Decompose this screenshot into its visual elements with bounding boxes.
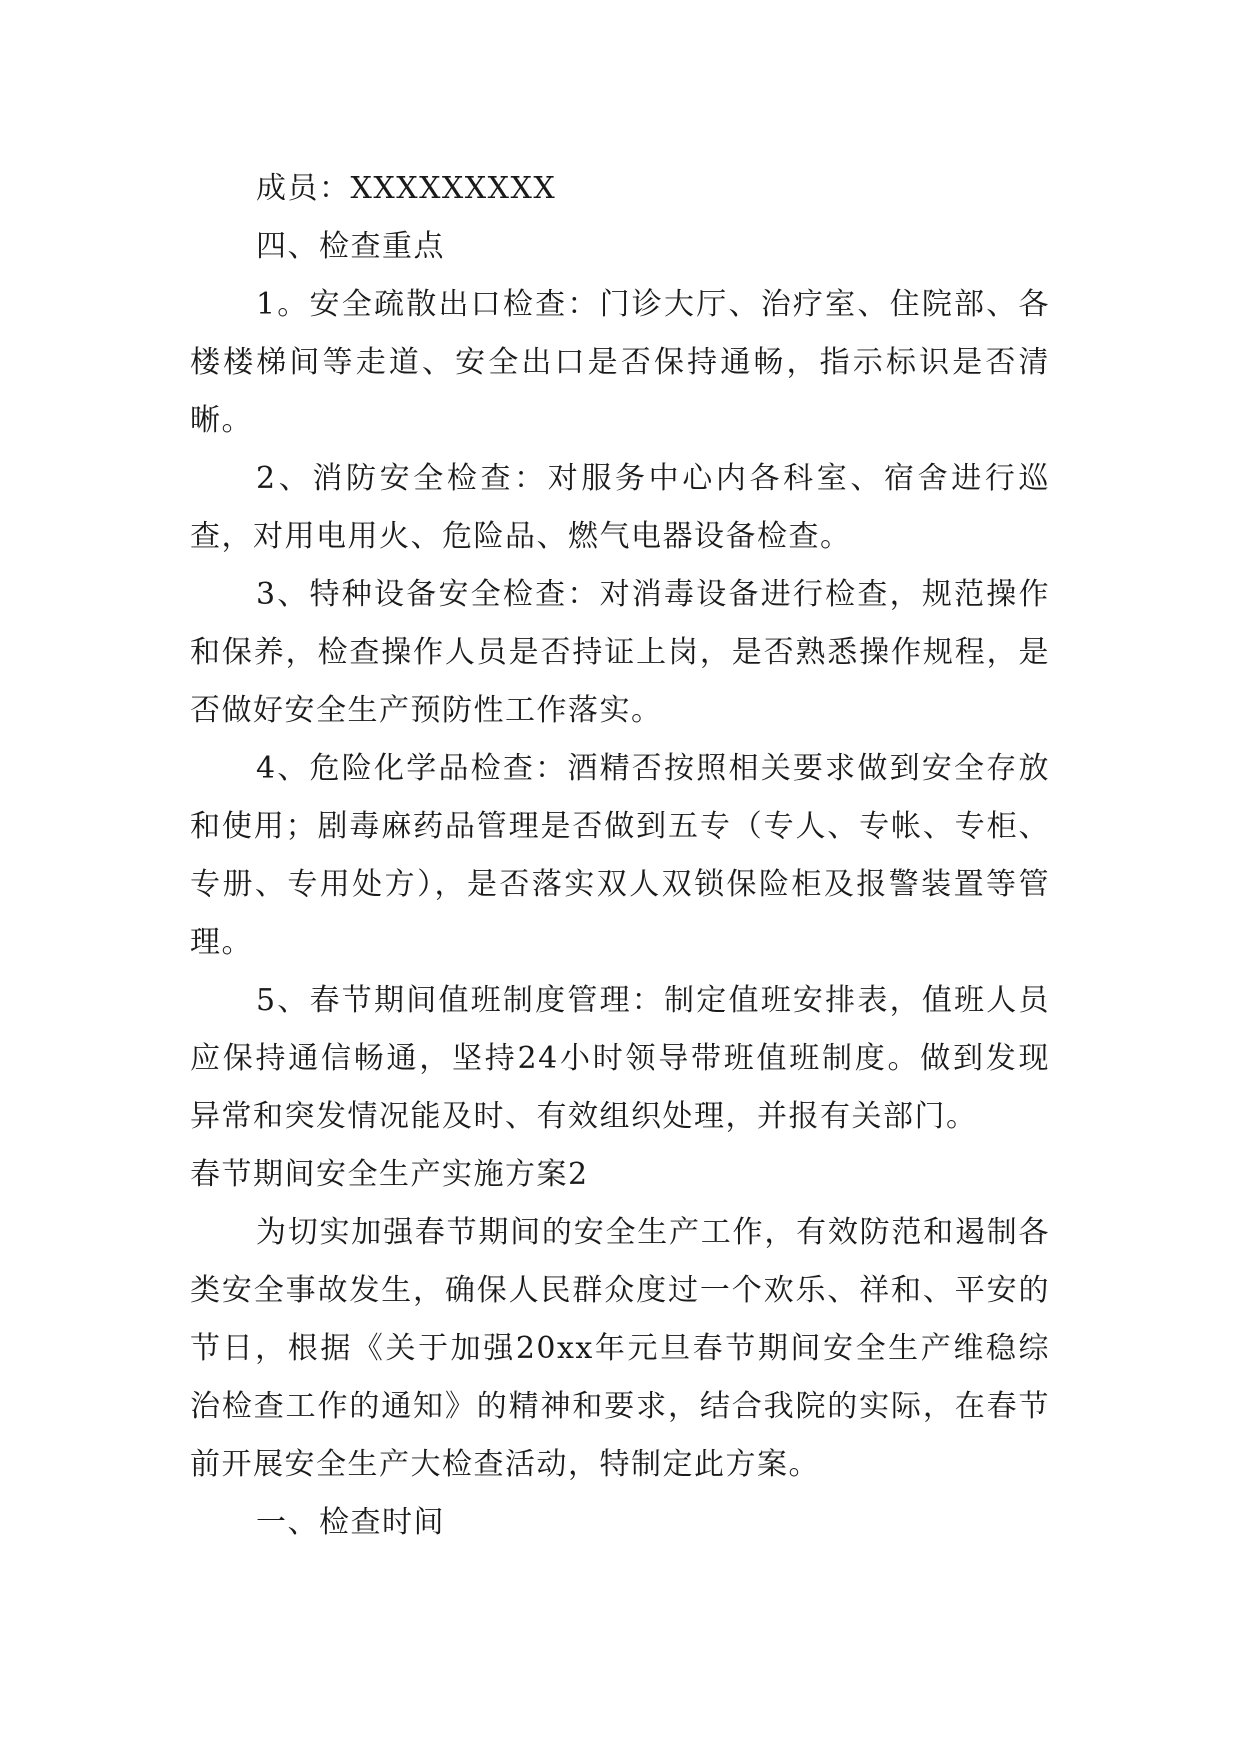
heading-inspection-focus: 四、检查重点 xyxy=(256,229,445,264)
paragraph-item-2: 2、消防安全检查：对服务中心内各科室、宿舍进行巡查，对用电用火、危险品、燃气电器设备检查。 xyxy=(190,461,1050,554)
document-body xyxy=(190,160,1050,1552)
paragraph-item-4: 4、危险化学品检查：酒精否按照相关要求做到安全存放和使用；剧毒麻药品管理是否做到五专（专人、专帐、专柜、专册、专用处方），是否落实双人双锁保险柜及报警装置等管理。 xyxy=(190,751,1050,960)
paragraph-intro: 为切实加强春节期间的安全生产工作，有效防范和遏制各类安全事故发生，确保人民群众度过一个欢乐、祥和、平安的节日，根据《关于加强20xx年元旦春节期间安全生产维稳综治检查工作的通知》的精神和要求，结合我院的实际，在春节前开展安全生产大检查活动，特制定此方案。 xyxy=(190,1215,1050,1482)
paragraph-members: 成员：XXXXXXXXX xyxy=(256,171,557,206)
section-title: 春节期间安全生产实施方案2 xyxy=(190,1157,589,1192)
paragraph-item-1: 1。安全疏散出口检查：门诊大厅、治疗室、住院部、各楼楼梯间等走道、安全出口是否保持通畅，指示标识是否清晰。 xyxy=(190,287,1050,438)
paragraph-item-5: 5、春节期间值班制度管理：制定值班安排表，值班人员应保持通信畅通，坚持24小时领导带班值班制度。做到发现异常和突发情况能及时、有效组织处理，并报有关部门。 xyxy=(190,983,1050,1134)
paragraph-item-3: 3、特种设备安全检查：对消毒设备进行检查，规范操作和保养，检查操作人员是否持证上岗，是否熟悉操作规程，是否做好安全生产预防性工作落实。 xyxy=(190,577,1050,728)
heading-inspection-time: 一、检查时间 xyxy=(256,1505,445,1540)
